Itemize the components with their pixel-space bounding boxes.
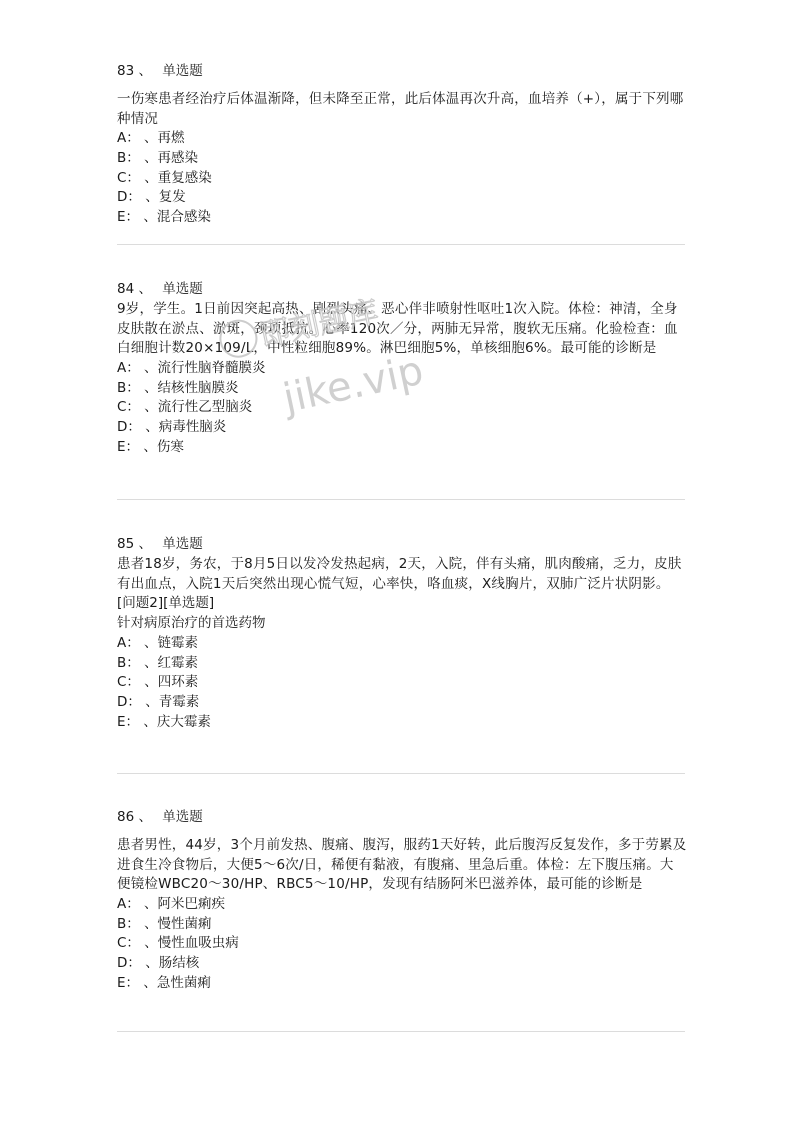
- option-text: 、混合感染: [143, 209, 211, 226]
- question-number: 83 、: [117, 63, 152, 79]
- question-number: 86 、: [117, 809, 152, 825]
- option-label: A：: [117, 130, 140, 147]
- option-text: 、重复感染: [144, 169, 212, 186]
- option-label: A：: [117, 634, 140, 651]
- option-label: C：: [117, 674, 140, 691]
- option-text: 、肠结核: [145, 955, 200, 972]
- question-stem: 9岁，学生。1日前因突起高热、剧烈头痛、恶心伴非喷射性呕吐1次入院。体检：神清，全身皮肤散在淤点、淤斑，颈项抵抗。心率120次／分，两肺无异常，腹软无压痛。化验检查：血白细胞计数20×109/L，中性粒细胞89%。淋巴细胞5%，单核细胞6%。最可能的诊断是: [117, 301, 678, 357]
- option-label: C：: [117, 935, 140, 952]
- option-text: 、庆大霉素: [143, 713, 211, 730]
- watermark-text: jike.vip: [279, 347, 428, 422]
- option-label: E：: [117, 713, 140, 730]
- option-text: 、慢性菌痢: [144, 915, 212, 932]
- option-a[interactable]: [117, 129, 687, 149]
- option-text: 、结核性脑膜炎: [144, 379, 239, 396]
- divider: [117, 773, 685, 774]
- option-label: E：: [117, 209, 140, 226]
- watermark-cn: 即刻题库: [256, 294, 382, 354]
- question-85: [117, 535, 687, 732]
- option-a[interactable]: [117, 895, 687, 915]
- option-label: B：: [117, 915, 140, 932]
- option-d[interactable]: [117, 954, 687, 974]
- question-stem: 一伤寒患者经治疗后体温渐降，但未降至正常，此后体温再次升高，血培养（+），属于下列哪种情况: [117, 91, 684, 127]
- question-type: 单选题: [162, 809, 203, 825]
- option-label: D：: [117, 419, 141, 436]
- question-header: [117, 62, 687, 82]
- option-text: 、流行性脑脊髓膜炎: [144, 360, 266, 377]
- option-text: 、链霉素: [144, 634, 199, 651]
- option-e[interactable]: [117, 713, 687, 733]
- option-c[interactable]: [117, 673, 687, 693]
- question-84: [117, 280, 687, 458]
- question-header: [117, 535, 687, 555]
- subquestion-stem: 针对病原治疗的首选药物: [117, 615, 266, 632]
- option-c[interactable]: [117, 169, 687, 189]
- option-text: 、流行性乙型脑炎: [144, 399, 253, 416]
- option-text: 、再燃: [144, 130, 185, 147]
- divider: [117, 1031, 685, 1032]
- option-label: A：: [117, 360, 140, 377]
- option-b[interactable]: [117, 379, 687, 399]
- option-b[interactable]: [117, 149, 687, 169]
- question-type: 单选题: [162, 63, 203, 79]
- question-header: [117, 808, 687, 828]
- question-stem: 患者18岁，务农，于8月5日以发冷发热起病，2天，入院，伴有头痛，肌肉酸痛，乏力，皮肤有出血点，入院1天后突然出现心慌气短，心率快，咯血痰，X线胸片，双肺广泛片状阴影。: [117, 556, 682, 592]
- question-type: 单选题: [162, 281, 203, 297]
- option-e[interactable]: [117, 208, 687, 228]
- option-text: 、红霉素: [144, 654, 199, 671]
- option-e[interactable]: [117, 974, 687, 994]
- option-label: E：: [117, 974, 140, 991]
- divider: [117, 499, 685, 500]
- option-text: 、病毒性脑炎: [145, 419, 227, 436]
- subquestion-label: [问题2][单选题]: [117, 595, 215, 612]
- option-b[interactable]: [117, 654, 687, 674]
- option-label: D：: [117, 189, 141, 206]
- question-header: [117, 280, 687, 300]
- question-number: 85 、: [117, 536, 152, 552]
- option-label: C：: [117, 399, 140, 416]
- option-label: B：: [117, 150, 140, 167]
- option-c[interactable]: [117, 934, 687, 954]
- option-text: 、复发: [145, 189, 186, 206]
- question-type: 单选题: [162, 536, 203, 552]
- option-text: 、四环素: [144, 674, 199, 691]
- option-d[interactable]: [117, 188, 687, 208]
- option-d[interactable]: [117, 418, 687, 438]
- question-number: 84 、: [117, 281, 152, 297]
- option-label: D：: [117, 955, 141, 972]
- option-label: E：: [117, 438, 140, 455]
- option-label: B：: [117, 379, 140, 396]
- option-e[interactable]: [117, 438, 687, 458]
- option-a[interactable]: [117, 359, 687, 379]
- option-text: 、急性菌痢: [143, 974, 211, 991]
- option-label: D：: [117, 693, 141, 710]
- option-text: 、阿米巴痢疾: [144, 896, 226, 913]
- option-text: 、伤寒: [143, 438, 184, 455]
- option-text: 、慢性血吸虫病: [144, 935, 239, 952]
- option-label: C：: [117, 169, 140, 186]
- option-c[interactable]: [117, 398, 687, 418]
- option-text: 、再感染: [144, 150, 199, 167]
- option-text: 、青霉素: [145, 693, 200, 710]
- option-d[interactable]: [117, 693, 687, 713]
- question-stem: 患者男性，44岁，3个月前发热、腹痛、腹泻，服药1天好转，此后腹泻反复发作，多于劳累及进食生冷食物后，大便5～6次/日，稀便有黏液，有腹痛、里急后重。体检：左下腹压痛。大便镜检WBC20～30/HP、RBC5～10/HP，发现有结肠阿米巴滋养体，最可能的诊断是: [117, 837, 687, 893]
- question-86: [117, 808, 687, 994]
- question-83: [117, 62, 687, 228]
- divider: [117, 244, 685, 245]
- option-b[interactable]: [117, 915, 687, 935]
- option-label: A：: [117, 896, 140, 913]
- option-label: B：: [117, 654, 140, 671]
- option-a[interactable]: [117, 634, 687, 654]
